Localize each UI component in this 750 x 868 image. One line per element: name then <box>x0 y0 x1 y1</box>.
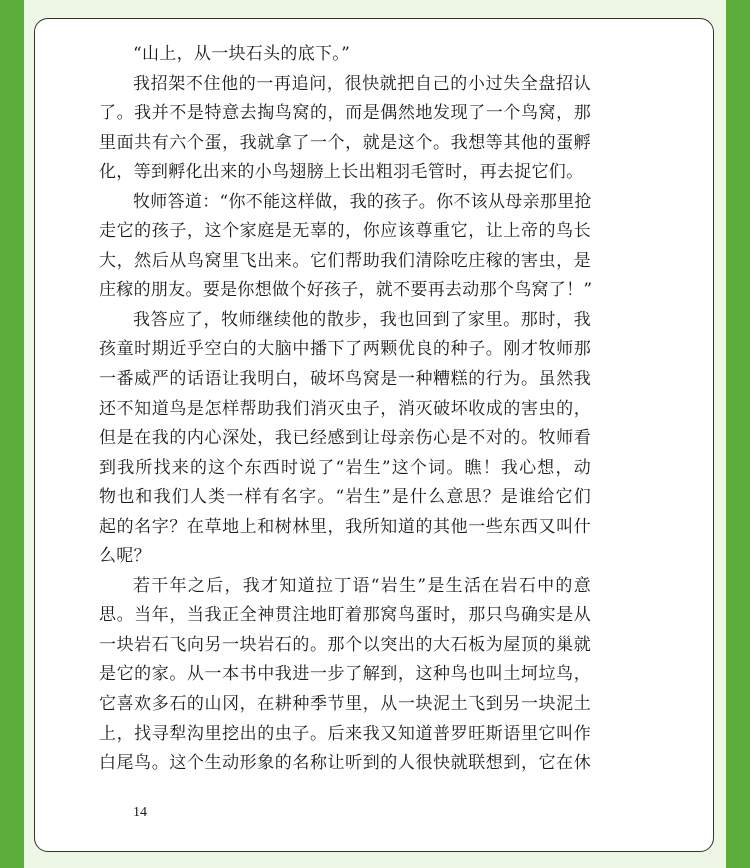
text-line: 到我所找来的这个东西时说了“岩生”这个词。瞧！我心想，动 <box>99 457 591 478</box>
text-line: 么呢？ <box>99 546 151 567</box>
text-line: 一块岩石飞向另一块岩石的。那个以突出的大石板为屋顶的巢就 <box>99 634 591 655</box>
text-line: 牧师答道：“你不能这样做，我的孩子。你不该从母亲那里抢 <box>133 191 592 212</box>
text-line: 一番威严的话语让我明白，破坏鸟窝是一种糟糕的行为。虽然我 <box>99 369 591 390</box>
text-line: 孩童时期近乎空白的大脑中播下了两颗优良的种子。刚才牧师那 <box>99 339 591 360</box>
text-line: 了。我并不是特意去掏鸟窝的，而是偶然地发现了一个鸟窝，那 <box>99 103 591 124</box>
body-text <box>99 40 591 779</box>
text-line: 大，然后从鸟窝里飞出来。它们帮助我们清除吃庄稼的害虫，是 <box>99 250 591 271</box>
text-line: 我答应了，牧师继续他的散步，我也回到了家里。那时，我 <box>133 309 591 330</box>
text-line: 思。当年，当我正全神贯注地盯着那窝鸟蛋时，那只鸟确实是从 <box>99 605 591 626</box>
left-border-band <box>0 0 24 868</box>
text-line: 是它的家。从一本书中我进一步了解到，这种鸟也叫土坷垃鸟， <box>99 664 591 685</box>
text-line: 若干年之后，我才知道拉丁语“岩生”是生活在岩石中的意 <box>133 575 591 596</box>
text-line: 但是在我的内心深处，我已经感到让母亲伤心是不对的。牧师看 <box>99 428 591 449</box>
text-line: 里面共有六个蛋，我就拿了一个，就是这个。我想等其他的蛋孵 <box>99 132 591 153</box>
text-line: 它喜欢多石的山冈，在耕种季节里，从一块泥土飞到另一块泥土 <box>99 694 591 715</box>
text-line: 庄稼的朋友。要是你想做个好孩子，就不要再去动那个鸟窝了！” <box>99 280 593 301</box>
text-line: “山上，从一块石头的底下。” <box>133 44 351 64</box>
text-line: 起的名字？在草地上和树林里，我所知道的其他一些东西又叫什 <box>99 516 591 537</box>
page-number: 14 <box>133 805 147 820</box>
text-line: 上，找寻犁沟里挖出的虫子。后来我又知道普罗旺斯语里它叫作 <box>99 723 591 744</box>
right-border-band <box>726 0 750 868</box>
text-line: 走它的孩子，这个家庭是无辜的，你应该尊重它，让上帝的鸟长 <box>99 221 591 242</box>
text-line: 白尾鸟。这个生动形象的名称让听到的人很快就联想到，它在休 <box>99 753 591 774</box>
text-line: 还不知道鸟是怎样帮助我们消灭虫子，消灭破坏收成的害虫的， <box>99 398 591 419</box>
text-line: 化，等到孵化出来的小鸟翅膀上长出粗羽毛管时，再去捉它们。 <box>99 162 584 183</box>
text-line: 我招架不住他的一再追问，很快就把自己的小过失全盘招认 <box>133 73 591 94</box>
text-line: 物也和我们人类一样有名字。“岩生”是什么意思？是谁给它们 <box>99 487 591 508</box>
